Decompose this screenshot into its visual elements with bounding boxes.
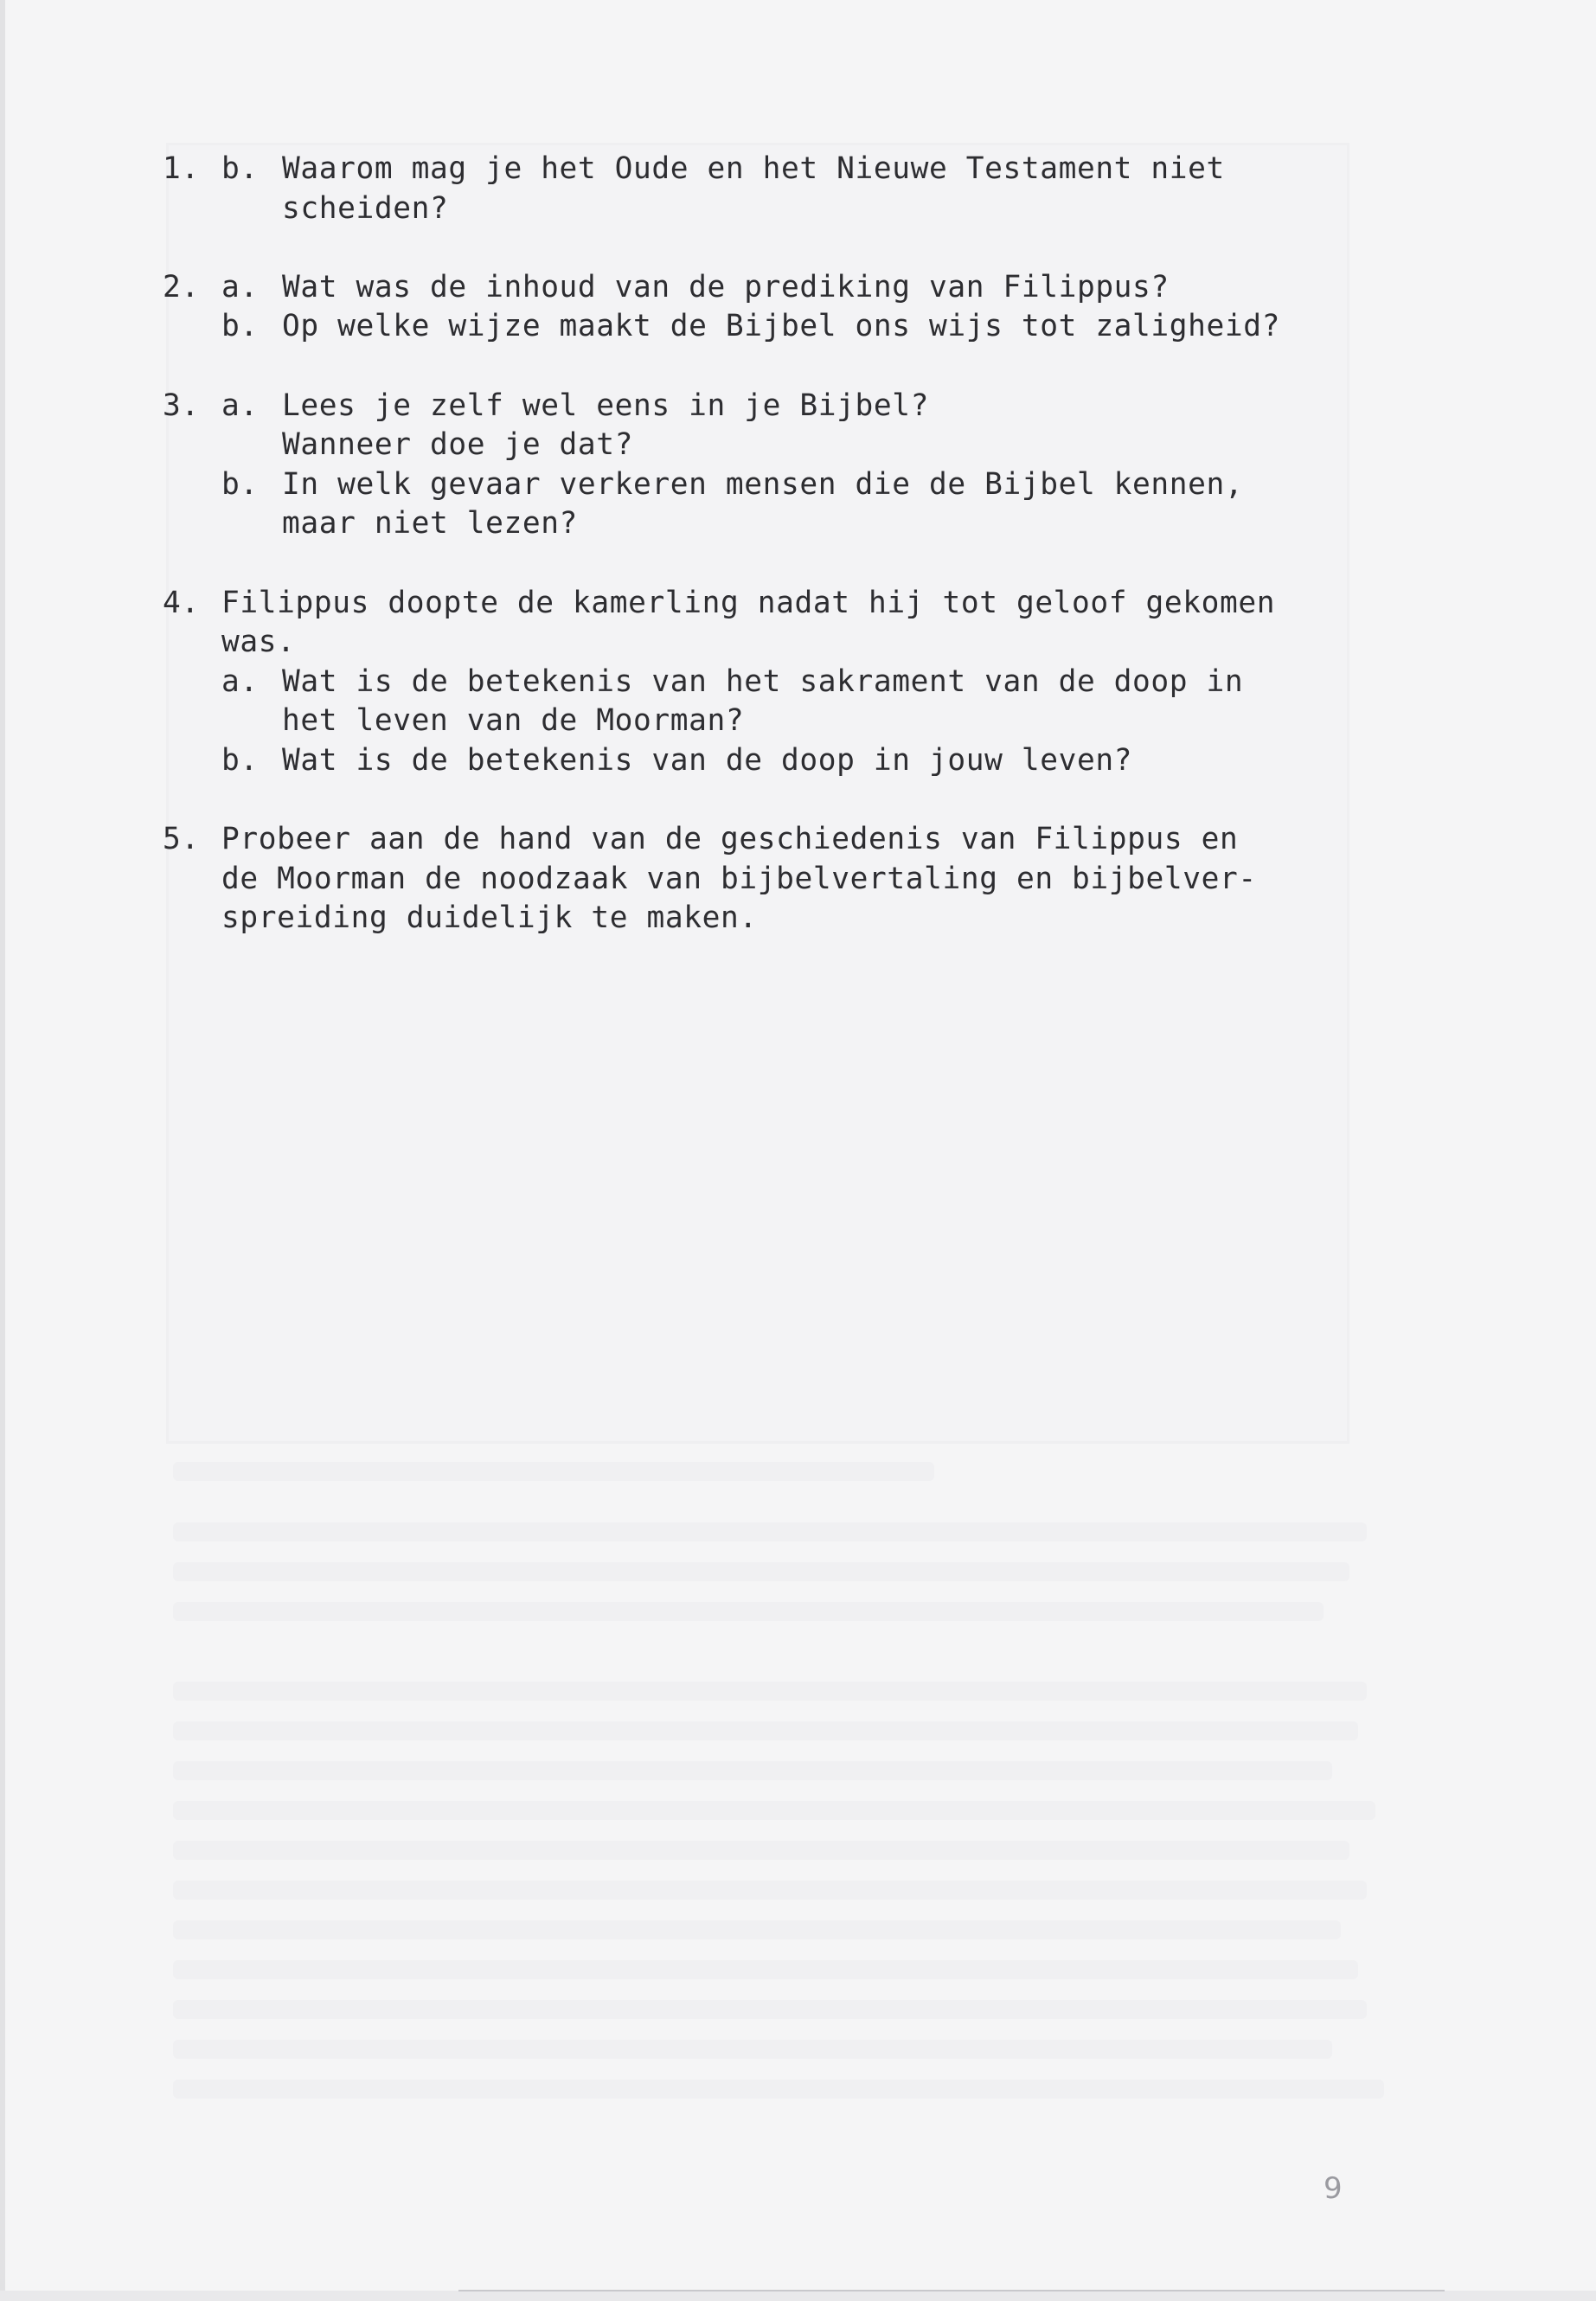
question-number: 1. [163, 151, 200, 186]
indent-spacer [163, 307, 221, 347]
question-intro-text: Probeer aan de hand van de geschiedenis van Filippus en [221, 822, 1239, 857]
sub-question-text: Wat is de betekenis van de doop in jouw leven? [282, 742, 1133, 778]
sub-question-text: Waarom mag je het Oude en het Nieuwe Testament niet [282, 151, 1225, 186]
show-through-line [173, 2040, 1332, 2059]
show-through-line [173, 1841, 1349, 1860]
question-5 [163, 820, 1374, 939]
sub-question-text: Wanneer doe je dat? [282, 427, 634, 463]
show-through-line [173, 1761, 1332, 1780]
sub-question-line [163, 307, 1374, 347]
show-through-line [173, 1602, 1324, 1621]
sub-question-line [163, 150, 1374, 189]
sub-question-text: Lees je zelf wel eens in je Bijbel? [282, 388, 929, 423]
sub-question-line [163, 465, 1374, 505]
show-through-line [173, 1920, 1341, 1939]
question-intro-text: was. [221, 625, 296, 660]
question-3 [163, 387, 1374, 544]
sub-question-label: a. [221, 269, 259, 304]
sub-question-text: het leven van de Moorman? [282, 703, 745, 739]
question-2 [163, 268, 1374, 347]
sub-question-line [163, 387, 1374, 426]
page-bottom-rule [458, 2290, 1445, 2291]
sub-question-label: b. [221, 742, 259, 778]
question-intro-line [163, 820, 1374, 860]
show-through-line [173, 1881, 1367, 1900]
question-intro-text: de Moorman de noodzaak van bijbelvertaling en bijbelver- [221, 861, 1257, 896]
page-number: 9 [1324, 2171, 1343, 2206]
sub-question-line [163, 741, 1374, 781]
sub-question-label: a. [221, 663, 259, 699]
question-intro-line [163, 584, 1374, 624]
sub-question-label: b. [221, 466, 259, 502]
show-through-line [173, 1682, 1367, 1701]
sub-question-text: In welk gevaar verkeren mensen die de Bijbel kennen, [282, 466, 1244, 502]
question-intro-text: spreiding duidelijk te maken. [221, 901, 758, 936]
question-intro-text: Filippus doopte de kamerling nadat hij tot geloof gekomen [221, 585, 1276, 620]
page-bottom-edge [0, 2291, 1596, 2301]
show-through-line [173, 1462, 934, 1481]
question-number: 3. [163, 388, 200, 423]
indent-spacer [163, 741, 221, 781]
sub-question-label: b. [221, 151, 259, 186]
show-through-line [173, 2080, 1384, 2099]
question-1 [163, 150, 1374, 228]
show-through-line [173, 1960, 1358, 1979]
show-through-line [173, 1721, 1358, 1740]
sub-question-text: Wat is de betekenis van het sakrament van de doop in [282, 663, 1244, 699]
question-number: 5. [163, 822, 200, 857]
show-through-line [173, 1801, 1375, 1820]
sub-question-text: Wat was de inhoud van de prediking van Filippus? [282, 269, 1170, 304]
sub-question-text: maar niet lezen? [282, 506, 578, 542]
indent-spacer [163, 465, 221, 505]
show-through-line [173, 2000, 1367, 2019]
show-through-line [173, 1522, 1367, 1541]
sub-question-text: scheiden? [282, 190, 449, 226]
sub-question-line [163, 663, 1374, 702]
show-through-line [173, 1562, 1349, 1581]
sub-question-line [163, 268, 1374, 308]
sub-question-label: b. [221, 309, 259, 344]
sub-question-label: a. [221, 388, 259, 423]
indent-spacer [163, 663, 221, 702]
question-list [163, 150, 1374, 977]
sub-question-text: Op welke wijze maakt de Bijbel ons wijs tot zaligheid? [282, 309, 1281, 344]
question-4 [163, 584, 1374, 781]
page-left-edge [0, 0, 5, 2301]
question-number: 4. [163, 585, 200, 620]
question-number: 2. [163, 269, 200, 304]
